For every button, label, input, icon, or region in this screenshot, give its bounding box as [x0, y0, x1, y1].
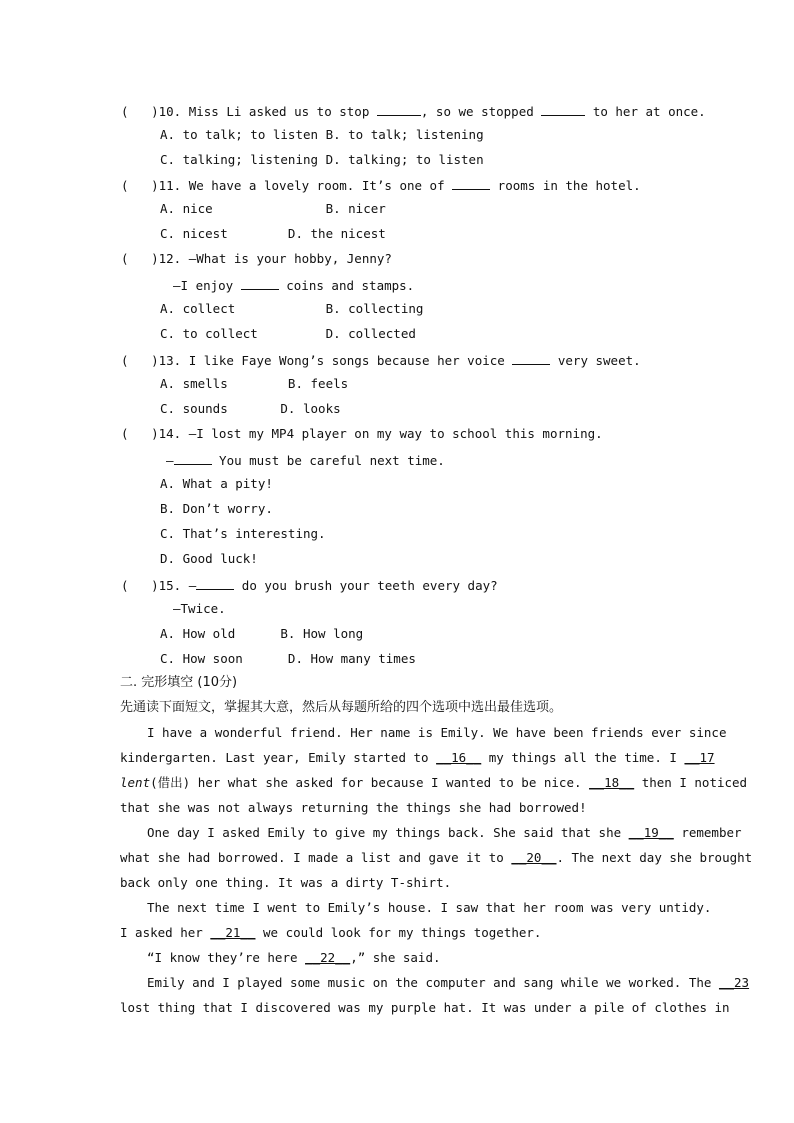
passage-line-11: Emily and I played some music on the computer and sang while we worked. The __23 [147, 975, 750, 990]
passage-line-6: what she had borrowed. I made a list and gave it to __20__. The next day she brought [120, 850, 753, 865]
answer-blank[interactable] [174, 451, 212, 465]
passage-line-2: kindergarten. Last year, Emily started to __16__ my things all the time. I __17 [120, 750, 715, 765]
answer-blank[interactable] [512, 351, 550, 365]
q14-reply: — You must be careful next time. [166, 453, 445, 468]
passage-line-9: I asked her __21__ we could look for my things together. [120, 925, 542, 940]
q12-options-cd: C. to collect D. collected [160, 326, 416, 341]
q13-options-ab: A. smells B. feels [160, 376, 349, 391]
q11-options-ab: A. nice B. nicer [160, 201, 386, 216]
q13-options-cd: C. sounds D. looks [160, 401, 341, 416]
passage-line-3: lent(借出) her what she asked for because I wanted to be nice. __18__ then I noticed [120, 775, 748, 790]
blank-22[interactable]: __22__ [305, 950, 351, 965]
blank-19[interactable]: __19__ [628, 825, 674, 840]
question-10: ( )10. Miss Li asked us to stop , so we stopped to her at once. [121, 104, 706, 119]
answer-blank[interactable] [452, 176, 490, 190]
q12-reply: —I enjoy coins and stamps. [173, 278, 415, 293]
q10-options-ab: A. to talk; to listen B. to talk; listening [160, 127, 484, 142]
blank-18[interactable]: __18__ [589, 775, 635, 790]
passage-line-12: lost thing that I discovered was my purple hat. It was under a pile of clothes in [120, 1000, 730, 1015]
answer-blank[interactable] [541, 102, 585, 116]
question-12: ( )12. —What is your hobby, Jenny? [121, 251, 392, 266]
question-13: ( )13. I like Faye Wong’s songs because her voice very sweet. [121, 353, 641, 368]
passage-line-5: One day I asked Emily to give my things back. She said that she __19__ remember [147, 825, 742, 840]
section-title: 二. 完形填空 (10分) [120, 675, 238, 690]
answer-blank[interactable] [241, 276, 279, 290]
q15-options-cd: C. How soon D. How many times [160, 651, 416, 666]
question-15: ( )15. — do you brush your teeth every day? [121, 578, 498, 593]
section-instruction: 先通读下面短文，掌握其大意，然后从每题所给的四个选项中选出最佳选项。 [120, 700, 563, 715]
passage-line-8: The next time I went to Emily’s house. I saw that her room was very untidy. [147, 900, 712, 915]
answer-blank[interactable] [377, 102, 421, 116]
q10-options-cd: C. talking; listening D. talking; to listen [160, 152, 484, 167]
q11-options-cd: C. nicest D. the nicest [160, 226, 386, 241]
answer-blank[interactable] [196, 576, 234, 590]
q14-option-d: D. Good luck! [160, 551, 258, 566]
passage-line-4: that she was not always returning the things she had borrowed! [120, 800, 587, 815]
q14-option-b: B. Don’t worry. [160, 501, 273, 516]
q14-option-c: C. That’s interesting. [160, 526, 326, 541]
q12-options-ab: A. collect B. collecting [160, 301, 424, 316]
passage-line-7: back only one thing. It was a dirty T-shirt. [120, 875, 452, 890]
passage-line-1: I have a wonderful friend. Her name is Emily. We have been friends ever since [147, 725, 727, 740]
blank-23[interactable]: __23 [718, 975, 750, 990]
passage-line-10: “I know they’re here __22__,” she said. [147, 950, 441, 965]
question-14: ( )14. —I lost my MP4 player on my way to school this morning. [121, 426, 603, 441]
question-11: ( )11. We have a lovely room. It’s one of rooms in the hotel. [121, 178, 641, 193]
blank-20[interactable]: __20__ [511, 850, 557, 865]
q14-option-a: A. What a pity! [160, 476, 273, 491]
q15-reply: —Twice. [173, 601, 226, 616]
blank-21[interactable]: __21__ [210, 925, 256, 940]
blank-17[interactable]: __17 [684, 750, 715, 765]
blank-16[interactable]: __16__ [436, 750, 482, 765]
q15-options-ab: A. How old B. How long [160, 626, 364, 641]
